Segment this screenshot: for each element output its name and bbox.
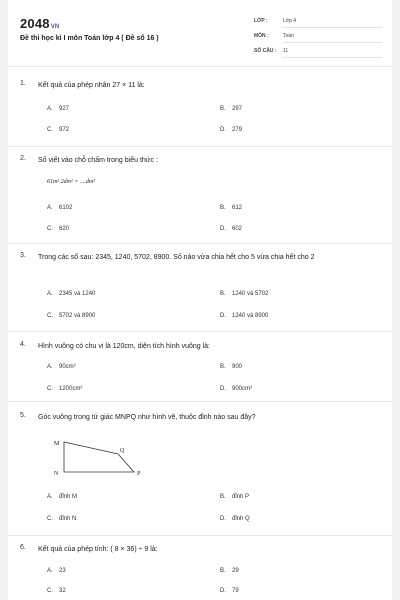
- question-number: 3.: [20, 252, 26, 259]
- option-c[interactable]: C. đỉnh N: [47, 516, 77, 522]
- option-c[interactable]: C. 620: [47, 226, 70, 232]
- option-a[interactable]: A. 927: [47, 106, 70, 112]
- option-c[interactable]: C. 5702 và 8900: [47, 313, 96, 319]
- vertex-p-label: P: [137, 471, 141, 476]
- divider: [8, 243, 392, 244]
- question-text: Trong các số sau: 2345, 1240, 5702, 8900. Số nào vừa chia hết cho 5 vừa chia hết cho 2: [38, 254, 315, 261]
- logo-suffix: VN: [50, 24, 60, 30]
- option-d[interactable]: D. 79: [220, 588, 239, 594]
- question-3: [20, 252, 382, 327]
- question-number: 4.: [20, 341, 26, 348]
- option-c[interactable]: C. 972: [47, 127, 70, 133]
- exam-header: [8, 0, 392, 67]
- divider: [8, 535, 392, 536]
- count-label: SỐ CÂU :: [254, 48, 277, 54]
- option-d[interactable]: D. 279: [220, 127, 243, 133]
- option-a[interactable]: A. 90cm²: [47, 364, 76, 370]
- option-b[interactable]: B. 297: [220, 106, 243, 112]
- question-4: [20, 341, 382, 401]
- option-b[interactable]: B. đỉnh P: [220, 494, 250, 500]
- vertex-q-label: Q: [120, 448, 125, 454]
- vertex-n-label: N: [54, 471, 59, 476]
- option-c[interactable]: C. 32: [47, 588, 66, 594]
- option-a[interactable]: A. 6102: [47, 205, 73, 211]
- question-text: Kết quả của phép nhân 27 × 11 là:: [38, 82, 145, 89]
- question-number: 6.: [20, 544, 26, 551]
- count-value: 11: [283, 48, 382, 58]
- class-label: LỚP :: [254, 18, 268, 24]
- question-text: Góc vuông trong tứ giác MNPQ như hình vẽ, thuộc đỉnh nào sau đây?: [38, 414, 256, 421]
- exam-title: Đề thi học kì I môn Toán lớp 4 ( Đề số 16 ): [20, 35, 159, 42]
- option-b[interactable]: B. 29: [220, 568, 239, 574]
- question-number: 5.: [20, 412, 26, 419]
- divider: [8, 331, 392, 332]
- option-a[interactable]: A. đỉnh M: [47, 494, 78, 500]
- option-d[interactable]: D. 602: [220, 226, 243, 232]
- option-c[interactable]: C. 1200cm²: [47, 386, 83, 392]
- question-text: Kết quả của phép tính: ( 8 × 36) ÷ 9 là:: [38, 546, 158, 553]
- quadrilateral-mnpq-figure: [52, 436, 152, 476]
- question-2: [20, 155, 382, 235]
- option-d[interactable]: D. 1240 và 8900: [220, 313, 269, 319]
- question-1: [20, 80, 382, 140]
- subject-value: Toán: [283, 33, 382, 43]
- subject-label: MÔN :: [254, 33, 269, 39]
- vertex-m-label: M: [54, 441, 60, 447]
- option-d[interactable]: D. đỉnh Q: [220, 516, 250, 522]
- divider: [8, 401, 392, 402]
- question-6: [20, 544, 382, 600]
- option-b[interactable]: B. 1240 và 5702: [220, 291, 269, 297]
- option-b[interactable]: B. 612: [220, 205, 243, 211]
- option-a[interactable]: A. 23: [47, 568, 66, 574]
- question-text: Hình vuông có chu vi là 120cm, diện tích hình vuông là:: [38, 343, 210, 350]
- site-logo[interactable]: 2048VN: [20, 16, 60, 31]
- math-expression: 61m² 2dm² = ....dm²: [47, 179, 95, 185]
- option-d[interactable]: D. 900cm²: [220, 386, 253, 392]
- exam-page: [8, 0, 392, 600]
- class-value: Lớp 4: [283, 18, 382, 28]
- question-5: [20, 412, 382, 532]
- question-number: 1.: [20, 80, 26, 87]
- option-b[interactable]: B. 900: [220, 364, 243, 370]
- question-number: 2.: [20, 155, 26, 162]
- divider: [8, 146, 392, 147]
- question-text: Số viết vào chỗ chấm trong biểu thức :: [38, 157, 158, 164]
- option-a[interactable]: A. 2345 và 1240: [47, 291, 96, 297]
